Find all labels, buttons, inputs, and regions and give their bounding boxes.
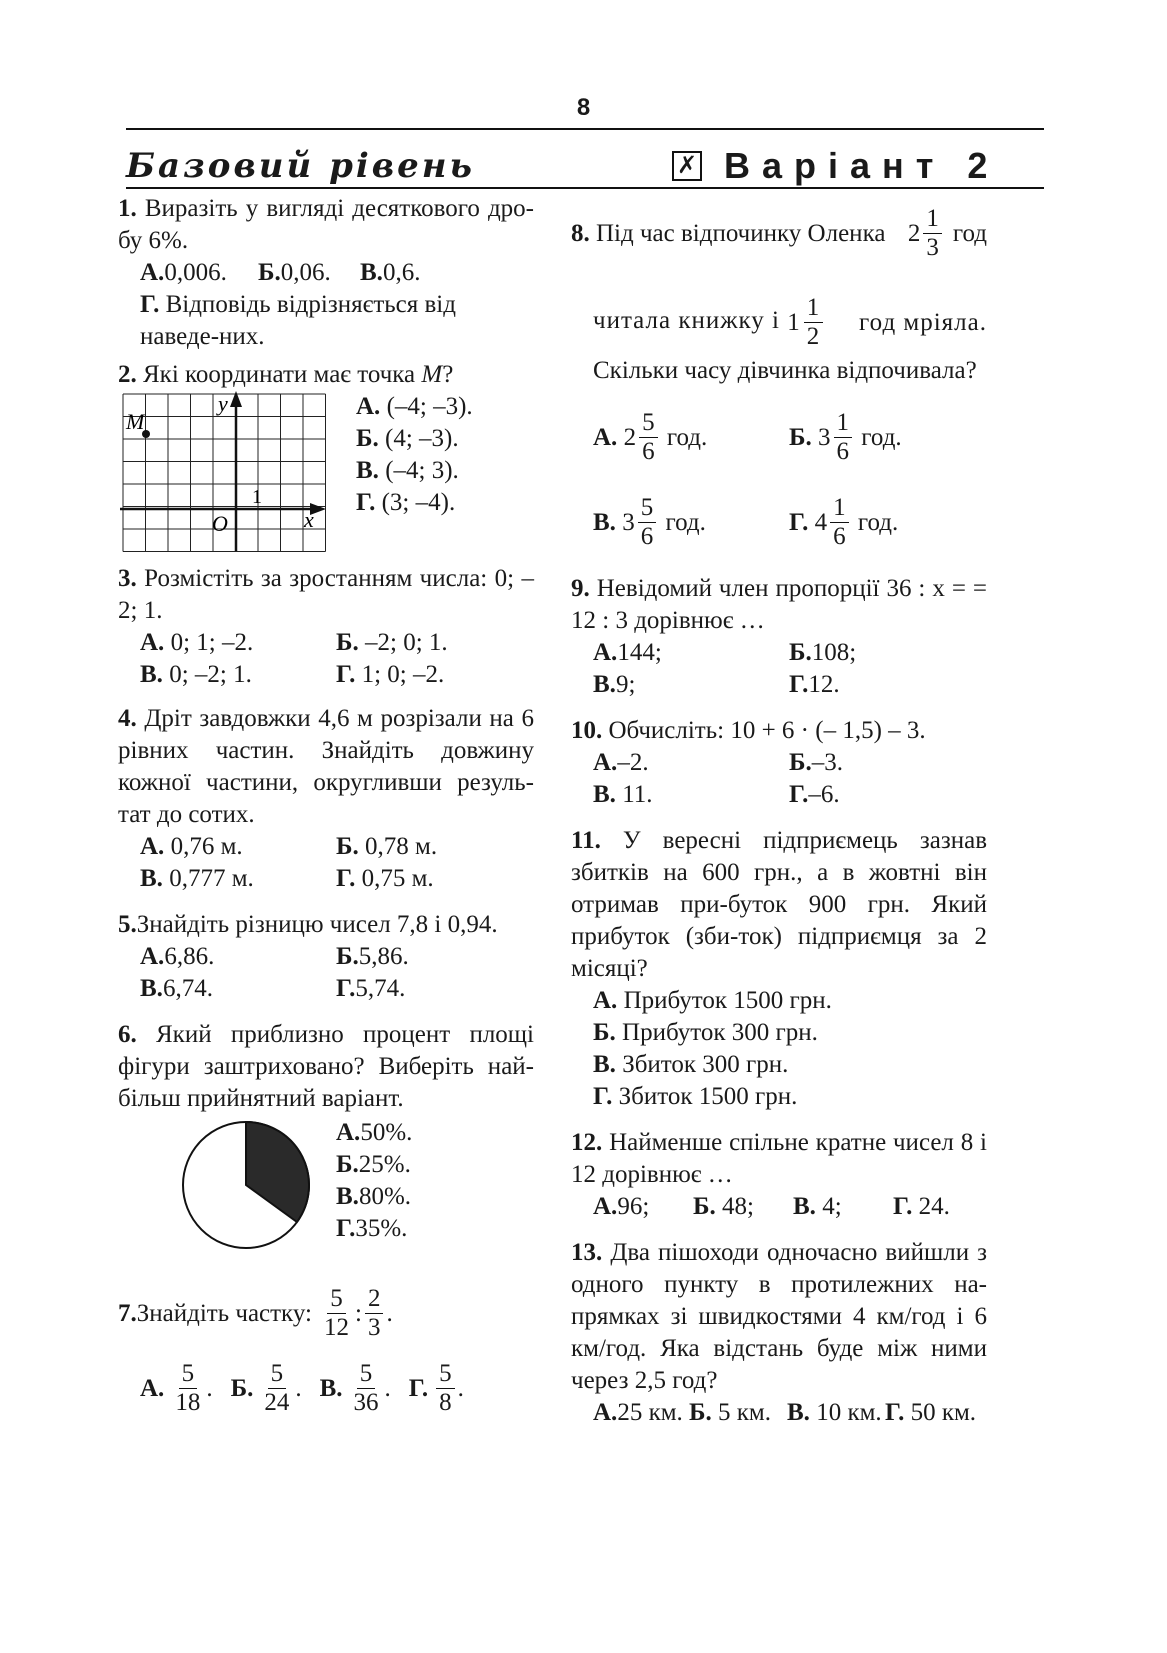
question-11: 11. У вересні підприємець зазнав збитків на 600 грн., а в жовтні він отримав при-буток 900 грн. Який прибуток (зби-ток) підприємця за 2 місяці?: [571, 827, 987, 982]
question-6: 6. Який приблизно процент площі фігури заштриховано? Виберіть най-більш прийнятний варіант.: [118, 1021, 534, 1112]
question-3: 3. Розмістіть за зростанням числа: 0; –2; 1.: [118, 565, 534, 624]
q8-options-row1: А. 2 $\frac{5}{6}$ год. Б. 3 $\frac{1}{6}$ год.: [593, 409, 902, 465]
variant-checkbox: ✗: [672, 151, 702, 181]
variant-label: Варіант 2: [724, 145, 1000, 186]
q2-options: А. (–4; –3). Б. (4; –3). В. (–4; 3). Г. (3; –4).: [356, 393, 473, 516]
page-number: 8: [576, 94, 591, 121]
level-title: Базовий рівень: [126, 146, 475, 186]
grid-label-y: y: [218, 391, 228, 416]
question-7: 7. Знайдіть частку: $\frac{5}{12}$ : $\frac{2}{3}$ .: [118, 1285, 393, 1341]
right-column: 8. Під час відпочинку Оленка 2 $\frac{1}{3}$ год читала книжку і 1 $\frac{1}{2}$ год мріяла. Скільки часу дівчинка відпочивала? А. 2 $\frac{5}{6}$ год. Б. 3 $\frac{1}{6}$ год. В. 3 $\frac{5}{6}$ год. Г. 4 $\frac{1}{6}$ год. 9. Невідомий член пропорції 36 : x = = 12 : 3 дорівнює … А.144; Б.108; В.9; Г.12. 10. Обчисліть: 10 + 6 · (– 1,5) – 3. А.–2. Б.–3. В. 11. Г.–6. 11. У вересні підприємець зазнав збитків на 600 грн., а в жовтні він отримав при-буток 900 грн. Який прибуток (зби-ток) підприємця за 2 місяці? А. Прибуток 1500 грн. Б. Прибуток 300 грн. В. Збиток 300 грн. Г. Збиток 1500 грн. 12. Найменше спільне кратне чисел 8 і 12 дорівнює … А.96; Б. 48; В. 4; Г. 24. 13. Два пішоходи одночасно вийшли з одного пункту в протилежних на-прямках зі швидкостями 4 км/год і 6 км/год. Яка відстань буде між ними через 2,5 год? А.25 км. Б. 5 км. В. 10 км. Г. 50 км.: [571, 205, 988, 1426]
q7-options: А. $\frac{5}{18}$ . Б. $\frac{5}{24}$ . В. $\frac{5}{36}$ . Г. $\frac{5}{8}$ .: [140, 1360, 464, 1416]
question-5: 5.Знайдіть різницю чисел 7,8 і 0,94.: [118, 911, 498, 938]
q1-option-g: Г. Відповідь відрізняється від наведе-них.: [140, 291, 456, 350]
q8-options-row2: В. 3 $\frac{5}{6}$ год. Г. 4 $\frac{1}{6}$ год.: [593, 494, 899, 550]
grid-label-o: O: [212, 511, 228, 536]
question-2: 2. Які координати має точка M?: [118, 361, 454, 388]
header-rule-top: [126, 128, 1044, 130]
q6-options: А.50%. Б.25%. В.80%. Г.35%.: [336, 1119, 413, 1242]
question-12: 12. Найменше спільне кратне чисел 8 і 12 дорівнює …: [571, 1129, 988, 1188]
q8-line2: читала книжку і 1 $\frac{1}{2}$ год мріяла.: [593, 294, 987, 350]
variant-title: [672, 145, 1000, 186]
question-4: 4. Дріт завдовжки 4,6 м розрізали на 6 рівних частин. Знайдіть довжину кожної частини, округливши резуль-тат до сотих.: [118, 705, 534, 828]
grid-label-m: M: [126, 409, 145, 434]
y-axis-arrow: [230, 391, 242, 407]
grid-label-one: 1: [252, 486, 262, 508]
pie-figure: [178, 1117, 318, 1257]
coordinate-grid: [118, 391, 328, 553]
q8-line3: Скільки часу дівчинка відпочивала?: [593, 357, 977, 384]
q6-body: [118, 1115, 534, 1265]
question-9: 9. Невідомий член пропорції 36 : x = = 12 : 3 дорівнює …: [571, 575, 988, 634]
q2-body: [118, 391, 534, 553]
left-column: 1. Виразіть у вигляді десяткового дро-бу 6%. А.0,006. Б.0,06. В.0,6. Г. Відповідь відрізняється від наведе-них. 2. Які координати має точка M? M y x O 1 А. (–4; –3). Б. (4; –3). В. (–4; 3). Г. (3; –4). 3. Розмістіть за зростанням числа: 0; –2; 1. А. 0; 1; –2. Б. –2; 0; 1. В. 0; –2; 1. Г. 1; 0; –2. 4. Дріт завдовжки 4,6 м розрізали на 6 рівних частин. Знайдіть довжину кожної частини, округливши резуль-тат до сотих. А. 0,76 м. Б. 0,78 м. В. 0,777 м. Г. 0,75 м. 5.Знайдіть різницю чисел 7,8 і 0,94. А.6,86. Б.5,86. В.6,74. Г.5,74. 6. Який приблизно процент площі фігури заштриховано? Виберіть най-більш прийнятний варіант. А.50%. Б.25%. В.80%. Г.35%. 7. Знайдіть частку: $\frac{5}{12}$ : $\frac{2}{3}$ . А. $\frac{5}{18}$ . Б. $\frac{5}{24}$ . В. $\frac{5}{36}$ . Г. $\frac{5}{8}$ .: [118, 195, 534, 1416]
header-rule-bottom: [126, 187, 1044, 189]
question-10: 10. Обчисліть: 10 + 6 · (– 1,5) – 3.: [571, 717, 926, 744]
q1-options: А.0,006. Б.0,06. В.0,6.: [140, 259, 421, 286]
question-13: 13. Два пішоходи одночасно вийшли з одного пункту в протилежних на-прямках зі швидкостями 4 км/год і 6 км/год. Яка відстань буде між ними через 2,5 год?: [571, 1239, 988, 1394]
grid-label-x: x: [304, 507, 314, 532]
question-8: 8. Під час відпочинку Оленка 2 $\frac{1}{3}$ год: [571, 205, 987, 261]
question-1: 1. Виразіть у вигляді десяткового дро-бу 6%.: [118, 195, 534, 254]
